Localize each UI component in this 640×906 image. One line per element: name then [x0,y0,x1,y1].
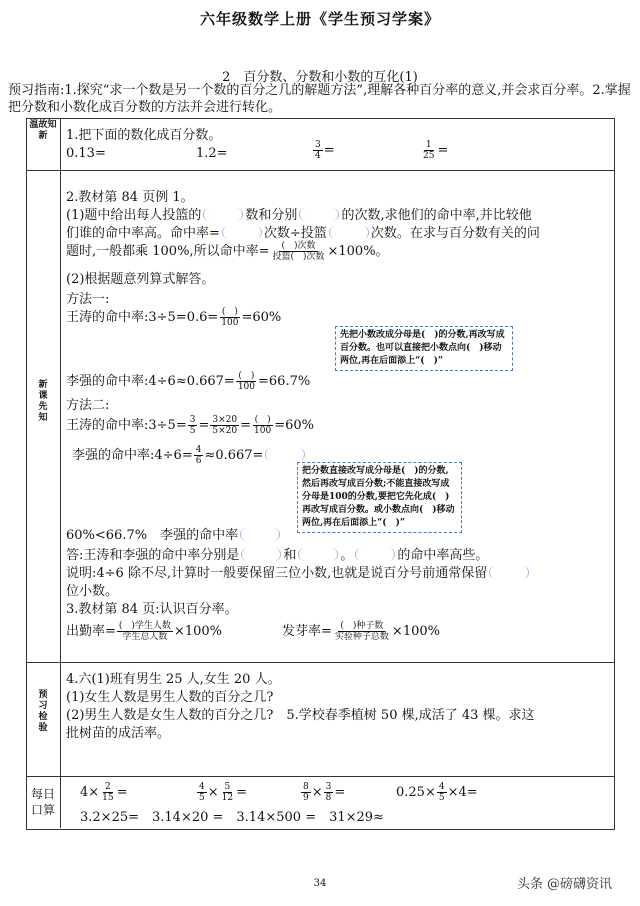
formula-line: 李强的命中率:4÷6≈0.667= $\frac{( )}{100}$ =66.7% [66,371,311,392]
answer-blank[interactable] [329,226,369,239]
page-number: 34 [313,878,327,889]
formula-line: 出勤率= $\frac{\text{( )学生人数}}{\text{学生总人数}}$ ×100% [66,621,222,642]
formula-line: 发芽率= $\frac{\text{( )种子数}}{\text{实验种子总数}}$ ×100% [282,621,440,642]
answer-line: 答:王涛和李强的命中率分别是 和 。 的命中率高些。 [66,548,489,563]
formula-line: 王涛的命中率:3÷5=0.6= $\frac{( )}{100}$ =60% [66,307,282,328]
mental-math-1: 4× $\frac{2}{15}$ = [80,782,128,803]
section-label-daily: 每日口算 [30,787,55,817]
answer-blank[interactable] [299,208,339,221]
section-label-review: 温故知新 [29,120,57,141]
question-1: 1.把下面的数化成百分数。 [66,128,222,143]
question-5-continued: 批树苗的成活率。 [66,726,171,741]
section-label-check: 预习检验 [38,690,48,733]
row-divider [26,776,615,777]
exercise-b: 1.2= [196,146,228,161]
text-line: (1)题中给出每人投篮的 数和分别 的次数,求他们的命中率,并比较他 [66,208,532,223]
method-label: 方法二: [66,398,110,413]
tip-box: 先把小数改成分母是( )的分数,再改写成百分数。也可以直接把小数点向( )移动两位,再在后面添上“( )” [335,326,513,371]
question-4-part-2: (2)男生人数是女生人数的百分之几? 5.学校春季植树 50 棵,成活了 43 棵。求这 [66,708,535,723]
text-line: 们谁的命中率高。命中率= 次数÷投篮 次数。在求与百分数有关的问 [66,226,540,241]
text-line: 位小数。 [66,584,119,599]
answer-blank[interactable] [298,548,338,561]
page-title: 六年级数学上册《学生预习学案》 [199,10,440,28]
text-line: 60%<66.7% 李强的命中率 [66,524,282,543]
exercise-c: $\frac{3}{4}$ = [315,140,335,161]
formula-line: 王涛的命中率:3÷5= $\frac{3}{5}$ = $\frac{3\times 20}{5\times 20}$ = $\frac{( )}{100}$ =60% [66,415,314,436]
formula-line: 李强的命中率:4÷6= $\frac{4}{6}$ ≈0.667= [72,444,307,466]
row-divider [26,662,615,663]
method-label: 方法一: [66,292,110,307]
answer-blank[interactable] [203,208,243,221]
question-3: 3.教材第 84 页:认识百分率。 [66,602,238,617]
mental-math-row-2: 3.2×25= 3.14×20 = 3.14×500 = 31×29≈ [80,810,384,825]
answer-blank[interactable] [489,566,529,579]
answer-blank[interactable] [241,548,281,561]
answer-blank[interactable] [240,528,280,541]
lesson-title: 2 百分数、分数和小数的互化(1) [222,70,418,85]
tip-box: 把分数直接改写成分母是( )的分数,然后再改写成百分数;不能直接改写成分母是100的分数,要把它先化成( )再改写成百分数。或小数点向( )移动两位,再在后面添上“( )” [297,462,462,533]
text-line: (2)根据题意列算式解答。 [66,272,215,287]
mental-math-2: $\frac{4}{5}$ × $\frac{5}{12}$ = [199,782,247,803]
mental-math-3: $\frac{8}{9}$ × $\frac{3}{8}$ = [303,782,346,803]
question-4: 4.六(1)班有男生 25 人,女生 20 人。 [66,672,281,687]
row-divider [26,170,615,171]
exercise-d: $\frac{1}{25}$ = [423,140,449,161]
answer-blank[interactable] [355,548,395,561]
exercise-a: 0.13= [66,146,106,161]
answer-blank[interactable] [265,448,305,461]
answer-blank[interactable] [222,226,262,239]
text-line: 说明:4÷6 除不尽,计算时一般要保留三位小数,也就是说百分号前通常保留 [66,562,531,581]
mental-math-4: 0.25× $\frac{4}{5}$ ×4= [396,782,478,803]
watermark: 头条 @磅礴资讯 [516,877,612,892]
question-2: 2.教材第 84 页例 1。 [66,190,194,205]
section-label-new: 新课先知 [38,380,48,423]
question-4-part-1: (1)女生人数是男生人数的百分之几? [66,690,274,705]
column-divider [60,118,61,828]
preview-guide: 预习指南:1.探究“求一个数是另一个数的百分之几的解题方法”,理解各种百分率的意义,并会求百分率。2.掌握把分数和小数化成百分数的方法并会进行转化。 [8,83,631,115]
text-line: 题时,一般都乘 100%,所以命中率= $\frac{\text{( )次数}}{\text{投篮( )次数}}$ ×100%。 [66,241,389,262]
